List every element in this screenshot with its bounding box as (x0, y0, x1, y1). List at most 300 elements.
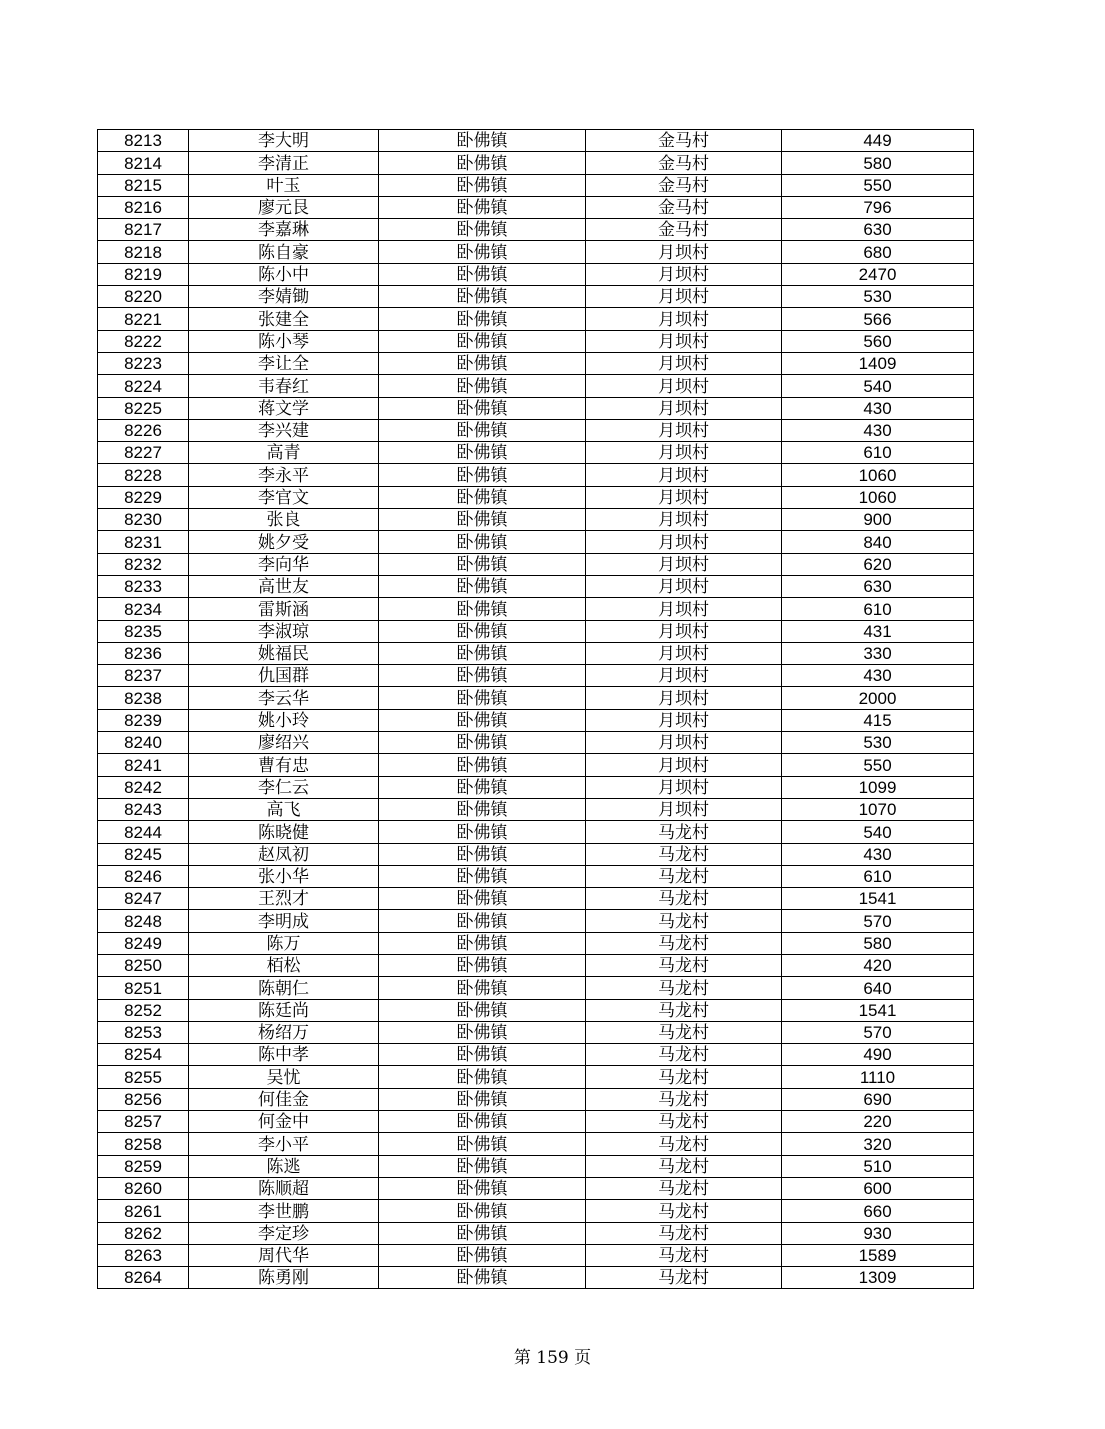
village-cell: 月坝村 (586, 509, 782, 531)
table-row (98, 1066, 974, 1088)
table-row (98, 598, 974, 620)
row-number-cell: 8214 (98, 152, 189, 174)
table-row (98, 754, 974, 776)
name-cell: 张良 (189, 509, 379, 531)
town-cell: 卧佛镇 (379, 754, 586, 776)
village-cell: 马龙村 (586, 910, 782, 932)
row-number-cell: 8256 (98, 1088, 189, 1110)
village-cell: 月坝村 (586, 776, 782, 798)
table-row (98, 798, 974, 820)
row-number-cell: 8251 (98, 977, 189, 999)
town-cell: 卧佛镇 (379, 419, 586, 441)
table-row (98, 330, 974, 352)
town-cell: 卧佛镇 (379, 1200, 586, 1222)
name-cell: 李世鹏 (189, 1200, 379, 1222)
table-row (98, 531, 974, 553)
village-cell: 月坝村 (586, 553, 782, 575)
town-cell: 卧佛镇 (379, 397, 586, 419)
name-cell: 何佳金 (189, 1088, 379, 1110)
row-number-cell: 8227 (98, 442, 189, 464)
amount-cell: 610 (782, 865, 974, 887)
amount-cell: 540 (782, 375, 974, 397)
table-row (98, 1200, 974, 1222)
amount-cell: 1541 (782, 999, 974, 1021)
town-cell: 卧佛镇 (379, 219, 586, 241)
row-number-cell: 8235 (98, 620, 189, 642)
village-cell: 金马村 (586, 219, 782, 241)
town-cell: 卧佛镇 (379, 865, 586, 887)
town-cell: 卧佛镇 (379, 152, 586, 174)
name-cell: 陈朝仁 (189, 977, 379, 999)
name-cell: 李婧锄 (189, 286, 379, 308)
table-body (98, 130, 974, 1289)
row-number-cell: 8241 (98, 754, 189, 776)
name-cell: 蒋文学 (189, 397, 379, 419)
amount-cell: 1110 (782, 1066, 974, 1088)
row-number-cell: 8230 (98, 509, 189, 531)
row-number-cell: 8245 (98, 843, 189, 865)
village-cell: 马龙村 (586, 1177, 782, 1199)
row-number-cell: 8216 (98, 196, 189, 218)
table-row (98, 174, 974, 196)
table-row (98, 308, 974, 330)
name-cell: 李向华 (189, 553, 379, 575)
row-number-cell: 8219 (98, 263, 189, 285)
name-cell: 李大明 (189, 130, 379, 152)
village-cell: 月坝村 (586, 375, 782, 397)
row-number-cell: 8239 (98, 709, 189, 731)
town-cell: 卧佛镇 (379, 263, 586, 285)
name-cell: 李云华 (189, 687, 379, 709)
village-cell: 月坝村 (586, 286, 782, 308)
row-number-cell: 8261 (98, 1200, 189, 1222)
town-cell: 卧佛镇 (379, 732, 586, 754)
village-cell: 金马村 (586, 152, 782, 174)
name-cell: 廖绍兴 (189, 732, 379, 754)
row-number-cell: 8254 (98, 1044, 189, 1066)
row-number-cell: 8233 (98, 575, 189, 597)
amount-cell: 449 (782, 130, 974, 152)
table-row (98, 397, 974, 419)
name-cell: 陈小中 (189, 263, 379, 285)
row-number-cell: 8242 (98, 776, 189, 798)
name-cell: 李定珍 (189, 1222, 379, 1244)
village-cell: 月坝村 (586, 397, 782, 419)
table-row (98, 642, 974, 664)
town-cell: 卧佛镇 (379, 1267, 586, 1289)
table-row (98, 286, 974, 308)
town-cell: 卧佛镇 (379, 932, 586, 954)
town-cell: 卧佛镇 (379, 308, 586, 330)
amount-cell: 530 (782, 732, 974, 754)
table-row (98, 575, 974, 597)
row-number-cell: 8253 (98, 1021, 189, 1043)
village-cell: 马龙村 (586, 1267, 782, 1289)
row-number-cell: 8215 (98, 174, 189, 196)
village-cell: 马龙村 (586, 843, 782, 865)
table-row (98, 687, 974, 709)
name-cell: 李永平 (189, 464, 379, 486)
name-cell: 陈小琴 (189, 330, 379, 352)
amount-cell: 415 (782, 709, 974, 731)
table-row (98, 152, 974, 174)
amount-cell: 330 (782, 642, 974, 664)
amount-cell: 1309 (782, 1267, 974, 1289)
name-cell: 陈自豪 (189, 241, 379, 263)
table-row (98, 419, 974, 441)
village-cell: 马龙村 (586, 977, 782, 999)
town-cell: 卧佛镇 (379, 575, 586, 597)
table-row (98, 620, 974, 642)
town-cell: 卧佛镇 (379, 174, 586, 196)
table-row (98, 1177, 974, 1199)
name-cell: 陈廷尚 (189, 999, 379, 1021)
village-cell: 月坝村 (586, 575, 782, 597)
row-number-cell: 8246 (98, 865, 189, 887)
name-cell: 陈顺超 (189, 1177, 379, 1199)
amount-cell: 540 (782, 821, 974, 843)
name-cell: 姚夕受 (189, 531, 379, 553)
row-number-cell: 8248 (98, 910, 189, 932)
town-cell: 卧佛镇 (379, 375, 586, 397)
row-number-cell: 8264 (98, 1267, 189, 1289)
name-cell: 韦春红 (189, 375, 379, 397)
village-cell: 马龙村 (586, 1044, 782, 1066)
name-cell: 李清正 (189, 152, 379, 174)
village-cell: 马龙村 (586, 1133, 782, 1155)
village-cell: 月坝村 (586, 486, 782, 508)
name-cell: 雷斯涵 (189, 598, 379, 620)
village-cell: 月坝村 (586, 687, 782, 709)
row-number-cell: 8213 (98, 130, 189, 152)
town-cell: 卧佛镇 (379, 687, 586, 709)
name-cell: 姚小玲 (189, 709, 379, 731)
table-row (98, 776, 974, 798)
town-cell: 卧佛镇 (379, 509, 586, 531)
table-row (98, 375, 974, 397)
table-row (98, 910, 974, 932)
amount-cell: 600 (782, 1177, 974, 1199)
amount-cell: 900 (782, 509, 974, 531)
row-number-cell: 8228 (98, 464, 189, 486)
amount-cell: 640 (782, 977, 974, 999)
row-number-cell: 8257 (98, 1111, 189, 1133)
town-cell: 卧佛镇 (379, 620, 586, 642)
village-cell: 马龙村 (586, 999, 782, 1021)
name-cell: 李仁云 (189, 776, 379, 798)
table-row (98, 1021, 974, 1043)
name-cell: 叶玉 (189, 174, 379, 196)
village-cell: 马龙村 (586, 1222, 782, 1244)
name-cell: 李明成 (189, 910, 379, 932)
table-row (98, 196, 974, 218)
amount-cell: 630 (782, 219, 974, 241)
table-row (98, 352, 974, 374)
name-cell: 李兴建 (189, 419, 379, 441)
town-cell: 卧佛镇 (379, 954, 586, 976)
table-row (98, 219, 974, 241)
row-number-cell: 8217 (98, 219, 189, 241)
row-number-cell: 8258 (98, 1133, 189, 1155)
village-cell: 月坝村 (586, 330, 782, 352)
village-cell: 月坝村 (586, 709, 782, 731)
table-row (98, 732, 974, 754)
table-row (98, 1267, 974, 1289)
row-number-cell: 8226 (98, 419, 189, 441)
town-cell: 卧佛镇 (379, 642, 586, 664)
row-number-cell: 8252 (98, 999, 189, 1021)
table-row (98, 263, 974, 285)
amount-cell: 1589 (782, 1244, 974, 1266)
table-row (98, 665, 974, 687)
village-cell: 金马村 (586, 196, 782, 218)
name-cell: 吴忧 (189, 1066, 379, 1088)
name-cell: 杨绍万 (189, 1021, 379, 1043)
table-row (98, 888, 974, 910)
town-cell: 卧佛镇 (379, 130, 586, 152)
page-number: 第 159 页 (513, 1348, 592, 1368)
name-cell: 姚福民 (189, 642, 379, 664)
row-number-cell: 8229 (98, 486, 189, 508)
village-cell: 月坝村 (586, 665, 782, 687)
village-cell: 马龙村 (586, 821, 782, 843)
village-cell: 月坝村 (586, 531, 782, 553)
table-row (98, 1111, 974, 1133)
town-cell: 卧佛镇 (379, 798, 586, 820)
village-cell: 月坝村 (586, 620, 782, 642)
table-row (98, 977, 974, 999)
row-number-cell: 8262 (98, 1222, 189, 1244)
row-number-cell: 8224 (98, 375, 189, 397)
row-number-cell: 8236 (98, 642, 189, 664)
village-cell: 马龙村 (586, 865, 782, 887)
town-cell: 卧佛镇 (379, 977, 586, 999)
town-cell: 卧佛镇 (379, 486, 586, 508)
name-cell: 张建全 (189, 308, 379, 330)
town-cell: 卧佛镇 (379, 330, 586, 352)
town-cell: 卧佛镇 (379, 910, 586, 932)
village-cell: 月坝村 (586, 308, 782, 330)
town-cell: 卧佛镇 (379, 843, 586, 865)
name-cell: 高飞 (189, 798, 379, 820)
village-cell: 月坝村 (586, 419, 782, 441)
table-row (98, 932, 974, 954)
town-cell: 卧佛镇 (379, 1155, 586, 1177)
town-cell: 卧佛镇 (379, 709, 586, 731)
village-cell: 马龙村 (586, 1155, 782, 1177)
table-row (98, 1222, 974, 1244)
table-row (98, 1133, 974, 1155)
row-number-cell: 8221 (98, 308, 189, 330)
table-row (98, 509, 974, 531)
amount-cell: 1070 (782, 798, 974, 820)
row-number-cell: 8255 (98, 1066, 189, 1088)
amount-cell: 430 (782, 419, 974, 441)
row-number-cell: 8231 (98, 531, 189, 553)
amount-cell: 430 (782, 843, 974, 865)
amount-cell: 570 (782, 1021, 974, 1043)
town-cell: 卧佛镇 (379, 888, 586, 910)
row-number-cell: 8218 (98, 241, 189, 263)
village-cell: 月坝村 (586, 352, 782, 374)
row-number-cell: 8259 (98, 1155, 189, 1177)
amount-cell: 610 (782, 442, 974, 464)
name-cell: 曹有忠 (189, 754, 379, 776)
town-cell: 卧佛镇 (379, 1222, 586, 1244)
village-cell: 月坝村 (586, 642, 782, 664)
village-cell: 马龙村 (586, 1021, 782, 1043)
amount-cell: 570 (782, 910, 974, 932)
village-cell: 马龙村 (586, 1066, 782, 1088)
amount-cell: 1060 (782, 486, 974, 508)
amount-cell: 530 (782, 286, 974, 308)
table-row (98, 1088, 974, 1110)
amount-cell: 660 (782, 1200, 974, 1222)
name-cell: 陈勇刚 (189, 1267, 379, 1289)
table-row (98, 241, 974, 263)
data-table (97, 129, 974, 1289)
row-number-cell: 8225 (98, 397, 189, 419)
name-cell: 李小平 (189, 1133, 379, 1155)
amount-cell: 610 (782, 598, 974, 620)
amount-cell: 620 (782, 553, 974, 575)
row-number-cell: 8247 (98, 888, 189, 910)
table-row (98, 1044, 974, 1066)
village-cell: 月坝村 (586, 732, 782, 754)
table-row (98, 843, 974, 865)
town-cell: 卧佛镇 (379, 286, 586, 308)
name-cell: 栢松 (189, 954, 379, 976)
amount-cell: 930 (782, 1222, 974, 1244)
town-cell: 卧佛镇 (379, 442, 586, 464)
town-cell: 卧佛镇 (379, 352, 586, 374)
amount-cell: 690 (782, 1088, 974, 1110)
amount-cell: 2470 (782, 263, 974, 285)
town-cell: 卧佛镇 (379, 598, 586, 620)
town-cell: 卧佛镇 (379, 665, 586, 687)
town-cell: 卧佛镇 (379, 241, 586, 263)
amount-cell: 220 (782, 1111, 974, 1133)
amount-cell: 840 (782, 531, 974, 553)
row-number-cell: 8250 (98, 954, 189, 976)
town-cell: 卧佛镇 (379, 1177, 586, 1199)
name-cell: 陈万 (189, 932, 379, 954)
town-cell: 卧佛镇 (379, 1111, 586, 1133)
town-cell: 卧佛镇 (379, 1044, 586, 1066)
row-number-cell: 8222 (98, 330, 189, 352)
name-cell: 廖元艮 (189, 196, 379, 218)
table-row (98, 130, 974, 152)
row-number-cell: 8238 (98, 687, 189, 709)
row-number-cell: 8263 (98, 1244, 189, 1266)
village-cell: 马龙村 (586, 1200, 782, 1222)
amount-cell: 420 (782, 954, 974, 976)
town-cell: 卧佛镇 (379, 196, 586, 218)
name-cell: 仇国群 (189, 665, 379, 687)
row-number-cell: 8223 (98, 352, 189, 374)
name-cell: 何金中 (189, 1111, 379, 1133)
village-cell: 马龙村 (586, 1088, 782, 1110)
village-cell: 马龙村 (586, 932, 782, 954)
name-cell: 李让全 (189, 352, 379, 374)
amount-cell: 1060 (782, 464, 974, 486)
town-cell: 卧佛镇 (379, 531, 586, 553)
table-row (98, 1155, 974, 1177)
village-cell: 月坝村 (586, 263, 782, 285)
row-number-cell: 8240 (98, 732, 189, 754)
name-cell: 李淑琼 (189, 620, 379, 642)
town-cell: 卧佛镇 (379, 1021, 586, 1043)
amount-cell: 1099 (782, 776, 974, 798)
table-row (98, 1244, 974, 1266)
village-cell: 月坝村 (586, 442, 782, 464)
row-number-cell: 8249 (98, 932, 189, 954)
village-cell: 马龙村 (586, 888, 782, 910)
amount-cell: 2000 (782, 687, 974, 709)
village-cell: 马龙村 (586, 1244, 782, 1266)
amount-cell: 1541 (782, 888, 974, 910)
name-cell: 王烈才 (189, 888, 379, 910)
name-cell: 陈中孝 (189, 1044, 379, 1066)
name-cell: 李官文 (189, 486, 379, 508)
village-cell: 金马村 (586, 174, 782, 196)
amount-cell: 510 (782, 1155, 974, 1177)
name-cell: 赵凤初 (189, 843, 379, 865)
amount-cell: 430 (782, 665, 974, 687)
row-number-cell: 8244 (98, 821, 189, 843)
name-cell: 陈晓健 (189, 821, 379, 843)
amount-cell: 431 (782, 620, 974, 642)
town-cell: 卧佛镇 (379, 999, 586, 1021)
town-cell: 卧佛镇 (379, 464, 586, 486)
amount-cell: 550 (782, 174, 974, 196)
name-cell: 周代华 (189, 1244, 379, 1266)
table-row (98, 999, 974, 1021)
village-cell: 月坝村 (586, 464, 782, 486)
amount-cell: 580 (782, 932, 974, 954)
name-cell: 李嘉琳 (189, 219, 379, 241)
village-cell: 月坝村 (586, 598, 782, 620)
amount-cell: 560 (782, 330, 974, 352)
name-cell: 陈逃 (189, 1155, 379, 1177)
village-cell: 月坝村 (586, 798, 782, 820)
name-cell: 高青 (189, 442, 379, 464)
amount-cell: 680 (782, 241, 974, 263)
table-row (98, 709, 974, 731)
amount-cell: 566 (782, 308, 974, 330)
town-cell: 卧佛镇 (379, 1066, 586, 1088)
row-number-cell: 8234 (98, 598, 189, 620)
town-cell: 卧佛镇 (379, 1244, 586, 1266)
table-row (98, 486, 974, 508)
town-cell: 卧佛镇 (379, 1088, 586, 1110)
village-cell: 月坝村 (586, 754, 782, 776)
amount-cell: 1409 (782, 352, 974, 374)
row-number-cell: 8232 (98, 553, 189, 575)
village-cell: 月坝村 (586, 241, 782, 263)
amount-cell: 580 (782, 152, 974, 174)
town-cell: 卧佛镇 (379, 1133, 586, 1155)
table-row (98, 821, 974, 843)
amount-cell: 630 (782, 575, 974, 597)
town-cell: 卧佛镇 (379, 821, 586, 843)
village-cell: 马龙村 (586, 1111, 782, 1133)
row-number-cell: 8237 (98, 665, 189, 687)
table-row (98, 865, 974, 887)
town-cell: 卧佛镇 (379, 553, 586, 575)
row-number-cell: 8220 (98, 286, 189, 308)
name-cell: 高世友 (189, 575, 379, 597)
